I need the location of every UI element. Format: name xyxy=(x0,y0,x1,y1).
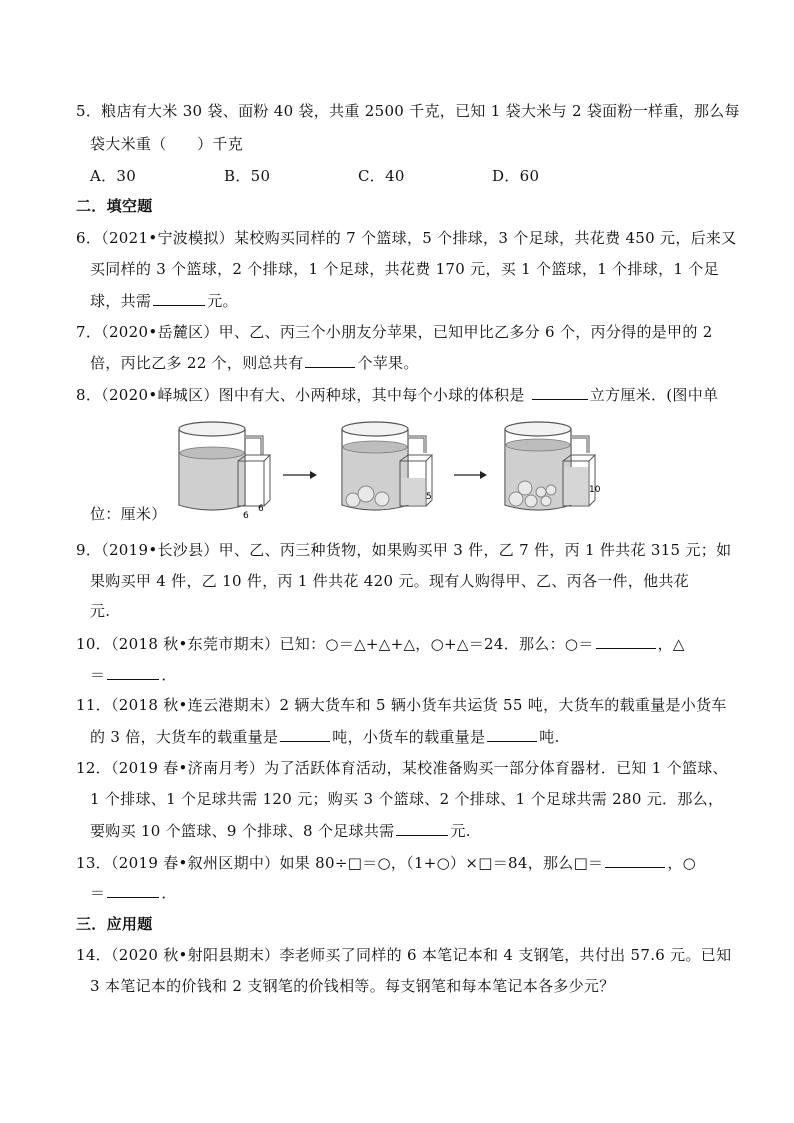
q10-text-c: ＝ xyxy=(90,666,106,684)
q8-text-b: 立方厘米．(图中单 xyxy=(589,386,719,404)
section-application-heading: 三．应用题 xyxy=(76,915,153,933)
q12-text-a: 要购买 10 个篮球、9 个排球、8 个足球共需 xyxy=(90,822,395,840)
q10-line2 xyxy=(90,664,730,685)
fig-label-6b: 6 xyxy=(258,504,264,514)
q8-line2: 位：厘米） xyxy=(90,505,167,523)
q7-text-b: 个苹果。 xyxy=(357,354,419,372)
q14-line1: 14．（2020 秋•射阳县期末）李老师买了同样的 6 本笔记本和 4 支钢笔，共付出 57.6 元。已知 xyxy=(76,946,732,964)
q6-answer-blank[interactable] xyxy=(153,290,205,306)
q5-options xyxy=(90,166,730,186)
q6-text-b: 元。 xyxy=(207,292,238,310)
container-2 xyxy=(342,422,432,510)
container-3 xyxy=(505,422,595,510)
q11-line2 xyxy=(90,726,730,747)
q10-text-b: ，△ xyxy=(657,635,685,653)
q7-text-a: 倍，丙比乙多 22 个，则总共有 xyxy=(90,354,304,372)
q7-answer-blank[interactable] xyxy=(305,352,355,368)
q5-option-c: C．40 xyxy=(358,167,405,185)
q6-line1: 6．（2021•宁波模拟）某校购买同样的 7 个篮球，5 个排球，3 个足球，共花费 450 元，后来又 xyxy=(76,229,737,247)
q8-answer-blank[interactable] xyxy=(532,384,588,400)
q9-line3: 元. xyxy=(90,602,111,620)
q10-text-a: 10．（2018 秋•东莞市期末）已知：○＝△+△+△，○+△＝24．那么：○＝ xyxy=(76,635,594,653)
q13-text-b: ，○ xyxy=(667,854,697,872)
q13-text-a: 13．（2019 春•叙州区期中）如果 80÷□＝○，（1+○）×□＝84，那么□＝ xyxy=(76,854,604,872)
fig-label-5: 5 xyxy=(426,492,432,502)
q11-answer-blank-2[interactable] xyxy=(487,726,537,742)
q9-line2: 果购买甲 4 件，乙 10 件，丙 1 件共花 420 元。现有人购得甲、乙、丙各一件，他共花 xyxy=(90,572,690,590)
q10-answer-blank-1[interactable] xyxy=(596,633,656,649)
q12-line3 xyxy=(90,820,730,841)
q12-line2: 1 个排球、1 个足球共需 120 元；购买 3 个篮球、2 个排球、1 个足球共需 280 元．那么， xyxy=(90,790,724,808)
q5-option-a: A．30 xyxy=(90,167,137,185)
q5-option-d: D．60 xyxy=(492,167,540,185)
q7-line1: 7．（2020•岳麓区）甲、乙、丙三个小朋友分苹果，已知甲比乙多分 6 个，丙分得的是甲的 2 xyxy=(76,323,713,341)
q5-line1: 5．粮店有大米 30 袋、面粉 40 袋，共重 2500 千克，已知 1 袋大米与 2 袋面粉一样重，那么每 xyxy=(76,102,740,120)
q13-text-c: ＝ xyxy=(90,884,106,902)
container-1 xyxy=(179,422,270,510)
q8-line1 xyxy=(76,384,719,405)
q11-text-a: 的 3 倍，大货车的载重量是 xyxy=(90,728,279,746)
q12-text-b: 元. xyxy=(450,822,471,840)
q10-answer-blank-2[interactable] xyxy=(107,664,159,680)
fig-label-6a: 6 xyxy=(243,511,249,521)
q10-line1 xyxy=(76,633,716,654)
q8-text-a: 8．（2020•峄城区）图中有大、小两种球，其中每个小球的体积是 xyxy=(76,386,525,404)
q12-answer-blank[interactable] xyxy=(396,820,448,836)
q11-text-b: 吨，小货车的载重量是 xyxy=(332,728,486,746)
q5-option-b: B．50 xyxy=(224,167,271,185)
q7-line2 xyxy=(90,352,730,373)
q12-line1: 12．（2019 春•济南月考）为了活跃体育活动，某校准备购买一部分体育器材．已知 1 个篮球、 xyxy=(76,759,728,777)
q13-answer-blank-1[interactable] xyxy=(605,852,665,868)
q14-line2: 3 本笔记本的价钱和 2 支钢笔的价钱相等。每支钢笔和每本笔记本各多少元？ xyxy=(90,977,615,995)
arrow-1 xyxy=(283,471,317,479)
q11-answer-blank-1[interactable] xyxy=(280,726,330,742)
q6-text-a: 球，共需 xyxy=(90,292,152,310)
q13-text-d: ． xyxy=(161,884,177,902)
q13-line1 xyxy=(76,852,716,873)
q13-answer-blank-2[interactable] xyxy=(107,882,159,898)
q6-line2: 买同样的 3 个篮球，2 个排球，1 个足球，共花费 170 元，买 1 个篮球，1 个排球，1 个足 xyxy=(90,260,719,278)
q13-line2 xyxy=(90,882,730,903)
fig-label-10: 10 xyxy=(589,485,601,495)
arrow-2 xyxy=(454,471,487,479)
q6-line3 xyxy=(90,290,730,311)
q5-line2: 袋大米重（ ）千克 xyxy=(90,135,244,153)
q9-line1: 9．（2019•长沙县）甲、乙、丙三种货物，如果购买甲 3 件，乙 7 件，丙 1 件共花 315 元；如 xyxy=(76,541,732,559)
q11-text-c: 吨. xyxy=(539,728,560,746)
q10-text-d: ． xyxy=(161,666,177,684)
section-fill-in-heading: 二．填空题 xyxy=(76,197,153,215)
q11-line1: 11．（2018 秋•连云港期末）2 辆大货车和 5 辆小货车共运货 55 吨，大货车的载重量是小货车 xyxy=(76,696,727,714)
